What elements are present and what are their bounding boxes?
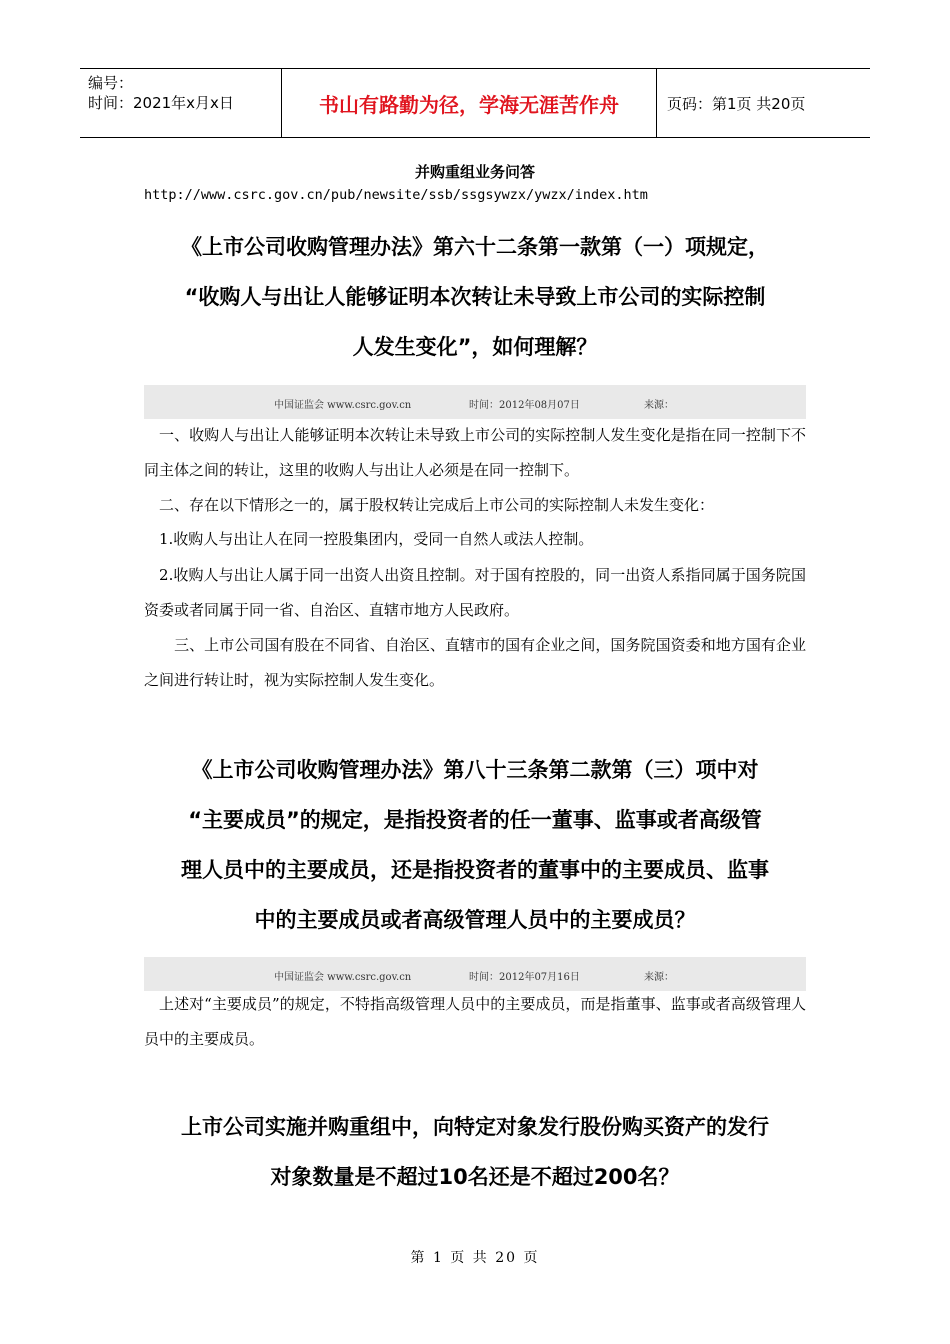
document-title: 并购重组业务问答 [414,163,535,181]
article-meta-bar [144,957,806,991]
meta-origin: 来源： [644,972,674,983]
question-title-2 [140,745,810,945]
paragraph: 上述对“主要成员”的规定，不特指高级管理人员中的主要成员，而是指董事、监事或者高级管理人员中的主要成员。 [144,995,806,1048]
meta-time: 时间：2012年08月07日 [469,400,580,411]
paragraph: 一、收购人与出让人能够证明本次转让未导致上市公司的实际控制人发生变化是指在同一控制下不同主体之间的转让，这里的收购人与出让人必须是在同一控制下。 [144,426,806,479]
page-footer: 第 1 页 共 20 页 [410,1250,540,1266]
title-line: 上市公司实施并购重组中，向特定对象发行股份购买资产的发行 [181,1115,769,1139]
title-line: 《上市公司收购管理办法》第八十三条第二款第（三）项中对 [191,758,759,782]
header-left-cell [80,69,281,137]
document-url[interactable]: http://www.csrc.gov.cn/pub/newsite/ssb/ssgsywzx/ywzx/index.htm [144,187,648,203]
page-header [80,68,870,138]
article-meta-bar [144,385,806,419]
title-line: 《上市公司收购管理办法》第六十二条第一款第（一）项规定， [181,235,769,259]
meta-time: 时间：2012年07月16日 [469,972,580,983]
question-title-3 [140,1102,810,1202]
title-line: 中的主要成员或者高级管理人员中的主要成员？ [254,908,696,932]
title-line: 对象数量是不超过10名还是不超过200名？ [270,1165,680,1189]
meta-origin: 来源： [644,400,674,411]
paragraph: 二、存在以下情形之一的，属于股权转让完成后上市公司的实际控制人未发生变化： [144,496,715,514]
meta-source: 中国证监会 www.csrc.gov.cn [274,972,412,983]
paragraph: 三、上市公司国有股在不同省、自治区、直辖市的国有企业之间，国务院国资委和地方国有企业之间进行转让时，视为实际控制人发生变化。 [144,636,806,689]
title-line: 人发生变化”，如何理解？ [352,335,598,359]
number-label: 编号： [88,74,134,92]
meta-source: 中国证监会 www.csrc.gov.cn [274,400,412,411]
question-title-1 [140,222,810,372]
title-line: “主要成员”的规定，是指投资者的任一董事、监事或者高级管 [188,808,762,832]
paragraph: 2.收购人与出让人属于同一出资人出资且控制。对于国有控股的，同一出资人系指同属于国务院国资委或者同属于同一省、自治区、直辖市地方人民政府。 [144,566,806,619]
title-line: “收购人与出让人能够证明本次转让未导致上市公司的实际控制 [184,285,766,309]
header-page-info: 页码：第1页 共20页 [667,94,806,113]
header-motto: 书山有路勤为径，学海无涯苦作舟 [281,69,657,137]
paragraph: 1.收购人与出让人在同一控股集团内，受同一自然人或法人控制。 [144,530,594,548]
title-line: 理人员中的主要成员，还是指投资者的董事中的主要成员、监事 [181,858,769,882]
date-line: 时间：2021年x月x日 [88,94,234,112]
